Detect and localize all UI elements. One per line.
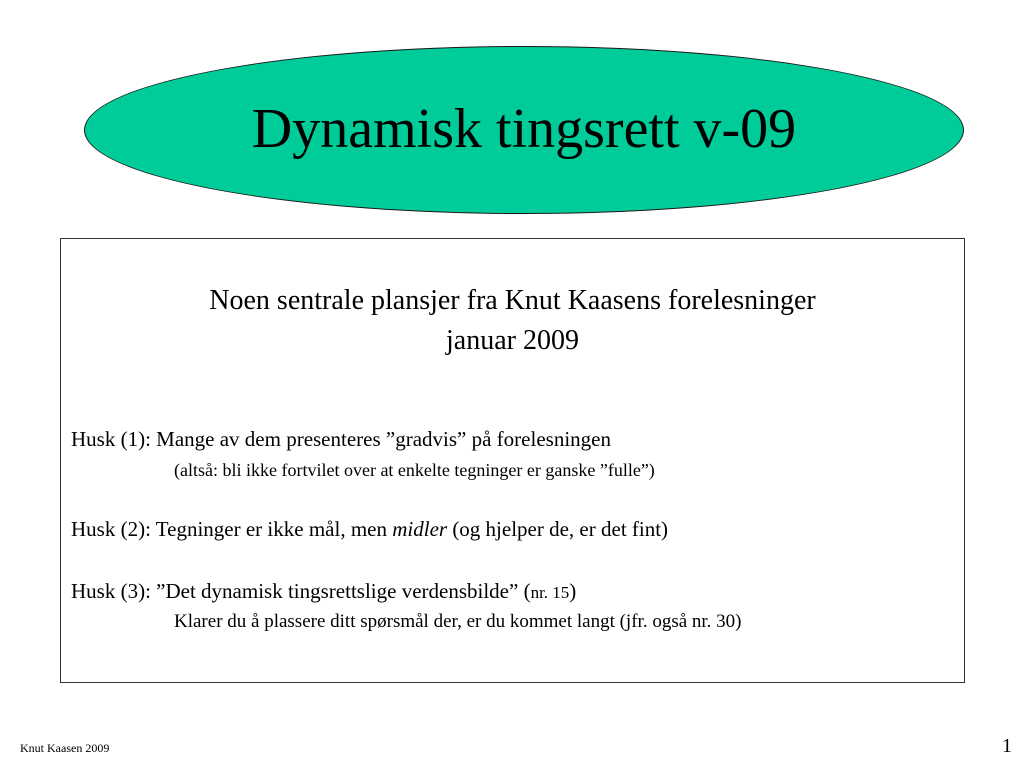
subtitle-line-2: januar 2009 xyxy=(446,325,579,356)
content-box xyxy=(60,238,965,683)
title-ellipse xyxy=(84,46,964,214)
husk-2-text xyxy=(71,519,668,540)
husk-3-main: Husk (3): ”Det dynamisk tingsrettslige verdensbilde” ( xyxy=(71,579,531,603)
footer-author: Knut Kaasen 2009 xyxy=(20,741,110,755)
husk-3-text xyxy=(71,581,576,602)
subtitle-line-1: Noen sentrale plansjer fra Knut Kaasens forelesninger xyxy=(209,285,816,316)
husk-1-text: Husk (1): Mange av dem presenteres ”gradvis” på forelesningen xyxy=(71,427,611,451)
husk-2-emphasis: midler xyxy=(392,517,448,541)
husk-3-close: ) xyxy=(569,579,577,603)
husk-1-note: (altså: bli ikke fortvilet over at enkelte tegninger er ganske ”fulle”) xyxy=(174,460,655,480)
husk-2-suffix: (og hjelper de, er det fint) xyxy=(447,517,669,541)
husk-2-prefix: Husk (2): Tegninger er ikke mål, men xyxy=(71,517,393,541)
husk-3-ref: nr. 15 xyxy=(530,583,570,602)
husk-3-note: Klarer du å plassere ditt spørsmål der, er du kommet langt (jfr. også nr. 30) xyxy=(174,611,742,632)
page-number: 1 xyxy=(1002,735,1012,757)
slide-title: Dynamisk tingsrett v-09 xyxy=(251,98,797,160)
